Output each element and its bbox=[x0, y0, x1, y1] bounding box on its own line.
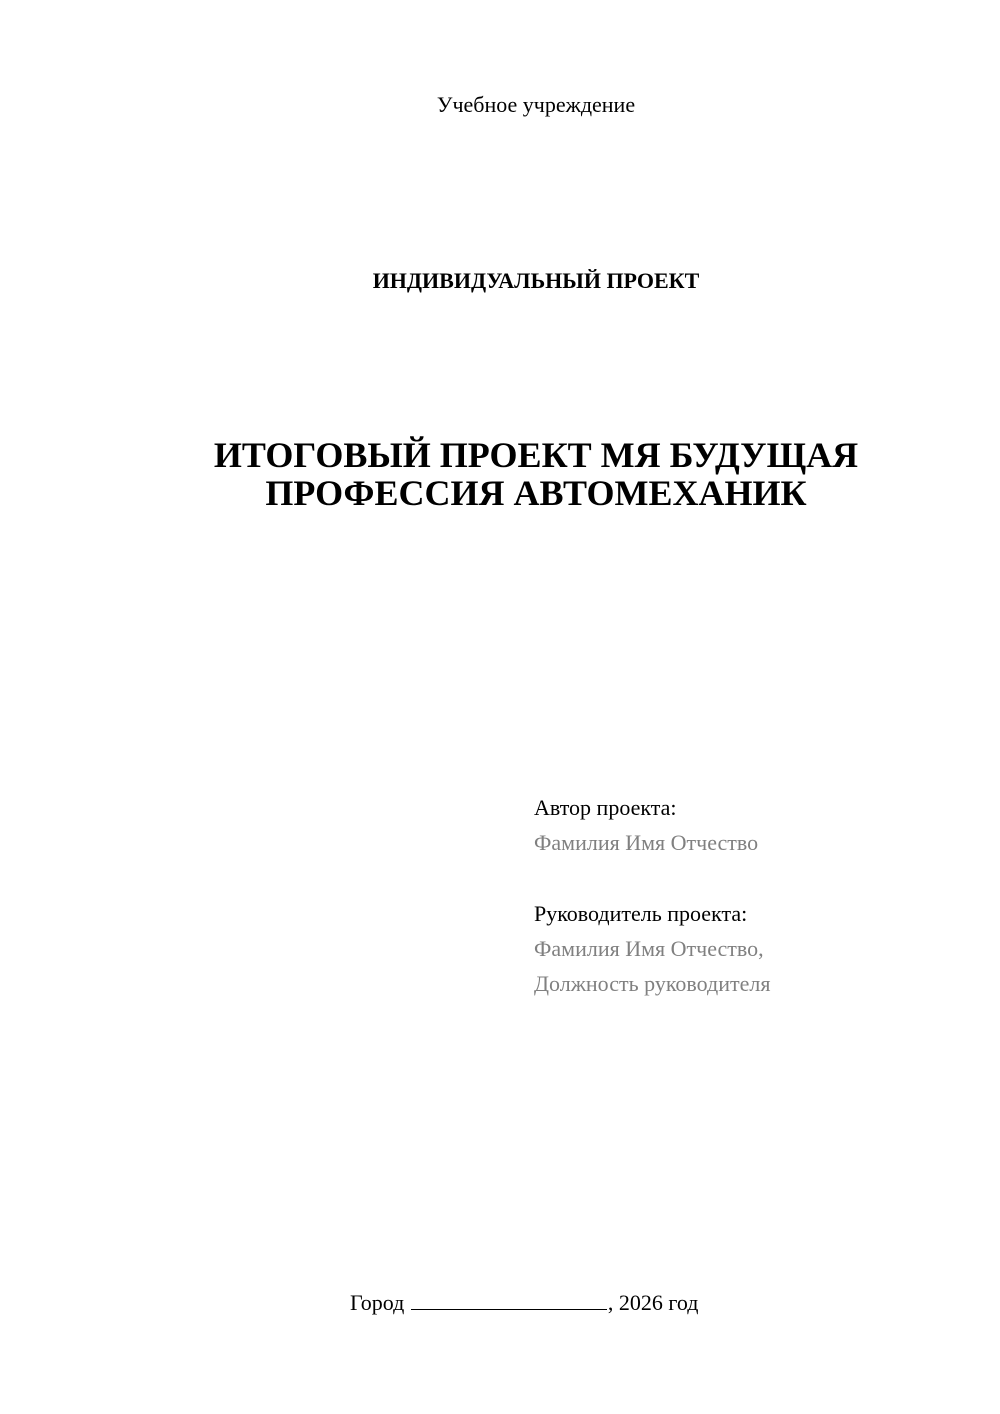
project-title bbox=[150, 436, 922, 512]
city-blank-line bbox=[411, 1291, 607, 1310]
footer-city-year bbox=[350, 1290, 698, 1316]
info-spacer bbox=[534, 860, 974, 896]
supervisor-position: Должность руководителя bbox=[534, 971, 771, 996]
project-title-line-1: ИТОГОВЫЙ ПРОЕКТ МЯ БУДУЩАЯ bbox=[213, 435, 859, 475]
project-type-heading: ИНДИВИДУАЛЬНЫЙ ПРОЕКТ bbox=[372, 268, 700, 293]
project-info-block bbox=[534, 790, 974, 1001]
supervisor-name: Фамилия Имя Отчество, bbox=[534, 936, 764, 961]
project-title-line-2: ПРОФЕССИЯ АВТОМЕХАНИК bbox=[265, 473, 807, 513]
author-name: Фамилия Имя Отчество bbox=[534, 830, 759, 855]
author-label: Автор проекта: bbox=[534, 795, 677, 820]
institution-name: Учебное учреждение bbox=[436, 92, 636, 117]
city-label: Город bbox=[350, 1290, 405, 1315]
supervisor-label: Руководитель проекта: bbox=[534, 901, 748, 926]
year-text: , 2026 год bbox=[607, 1290, 699, 1315]
